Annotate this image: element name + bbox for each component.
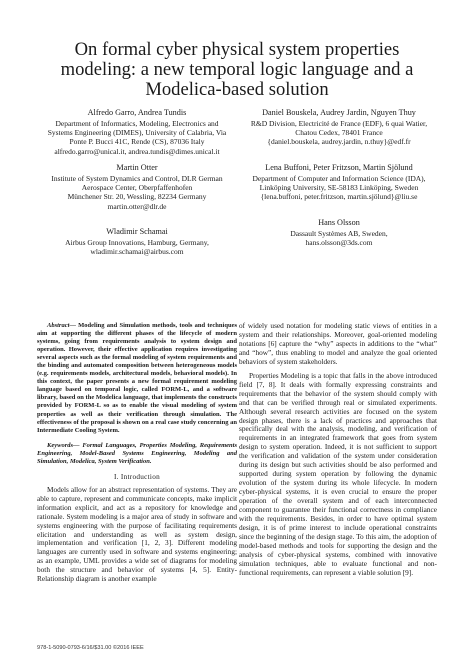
author-names: Daniel Bouskela, Audrey Jardin, Nguyen Thuy [262, 108, 416, 117]
author-block [239, 108, 439, 147]
title-line: On formal cyber physical system properties [74, 39, 400, 60]
affiliation-line: R&D Division, Electricité de France (EDF), 6 quai Watier, [250, 119, 428, 128]
author-email: alfredo.garro@unical.it, andrea.tundis@dimes.unical.it [54, 146, 220, 156]
affiliation-line: Münchener Str. 20, Wessling, 82234 Germany [67, 192, 207, 202]
body-paragraph: Properties Modeling is a topic that falls in the above introduced field [7, 8]. It deals with formally expressing constraints and requirements that the behavior of the system should comply with and that can be verified through real or simulated experiments. Although several research activities are focused on the system design phases, there is a lack of practices and approaches that specifically deal with the analysis, modeling, and verification of requirements in an integrated framework that goes from system design to system operation. Indeed, it is not sufficient to support the verification and validation of the system under consideration during its design but such activities should be also performed and supported during system operation by following the dynamic evolution of the system during its whole lifecycle. In modern cyber-physical systems, it is even crucial to ensure the proper operation of the overall system and of each interconnected component to guarantee their functional correctness in compliance with the requirements. Besides, in order to have optimal system design, it is of prime interest to include operational constraints since the beginning of the design stage. To this aim, the adoption of model-based methods and tools for supporting the design and the analysis of cyber-physical systems, combined with innovative simulation techniques, able to evaluate functional and non-functional requirements, can represent a viable solution [9]. [239, 370, 437, 577]
affiliation-line: Linköping University, SE-58183 Linköping, Sweden [259, 183, 419, 193]
left-column [37, 322, 237, 584]
abstract-text: — Modeling and Simulation methods, tools and techniques aim at supporting the different phases of the lifecycle of modern systems, going from requirements analysis to system design and operation. However, their effective application requires investigating several aspects such as the formal modeling of system requirements and the binding and automated composition between heterogeneous models (e.g. requirements models, architectural models, behavioral models). In this context, the paper presents a new formal requirement modeling language based on temporal logic, called FORM-L, and a software library, based on the Modelica language, that implements the constructs provided by FORM-L so as to enable the visual modeling of system properties as well as their verification through simulation. The effectiveness of the proposal is shown on a real case study concerning an Intermediate Cooling System. [37, 322, 237, 434]
affiliation-line: Airbus Group Innovations, Hamburg, Germany, [65, 238, 209, 247]
abstract [37, 322, 237, 435]
author-email: martin.otter@dlr.de [107, 201, 167, 211]
author-names: Alfredo Garro, Andrea Tundis [87, 108, 187, 117]
author-names: Hans Olsson [318, 218, 360, 227]
author-block [239, 218, 439, 247]
affiliation-line: Department of Informatics, Modeling, Electronics and [55, 119, 219, 128]
abstract-label: Abstract [47, 322, 70, 329]
affiliation-line: Dassault Systèmes AB, Sweden, [290, 229, 388, 238]
affiliation-line: Chatou Cedex, 78401 France [295, 128, 383, 138]
affiliation-line: Institute of System Dynamics and Control, DLR German [51, 174, 223, 183]
author-email: hans.olsson@3ds.com [305, 238, 373, 248]
affiliation-line: Systems Engineering (DIMES), University of Calabria, Via [47, 128, 227, 138]
author-email: {daniel.bouskela, audrey.jardin, n.thuy}@edf.fr [267, 137, 411, 147]
section-heading: I. Introduction [113, 472, 161, 481]
keywords-text: — Formal Languages, Properties Modeling, Requirements Engineering, Model-Based Systems Engineering, Modeling and Simulation, Modelica, System Verification. [37, 441, 237, 465]
paper-title [40, 40, 434, 100]
author-names: Wladimir Schamai [106, 227, 168, 236]
copyright-footer: 978-1-5090-0793-6/16/$31.00 ©2016 IEEE [37, 645, 144, 651]
author-block [37, 227, 237, 256]
keywords [37, 442, 237, 466]
affiliation-line: Ponte P. Bucci 41C, Rende (CS), 87036 Italy [69, 137, 205, 147]
title-line: Modelica-based solution [145, 79, 329, 100]
author-names: Martin Otter [116, 163, 158, 172]
body-paragraph: Models allow for an abstract representation of systems. They are able to capture, represent and communicate concepts, make implicit information explicit, and act as a repository for knowledge and rationale. System modeling is a major area of study in software and systems engineering with the purpose of facilitating requirements elicitation and understanding as well as system design, implementation and verification [1, 2, 3]. Different modeling languages are currently used in software and systems engineering; as an example, UML provides a wide set of diagrams for modeling both the structure and behavior of systems [4, 5]. Entity-Relationship diagram is another example [37, 484, 237, 584]
author-block [239, 163, 439, 202]
body-paragraph: of widely used notation for modeling static views of entities in a system and their relationships. Moreover, goal-oriented modeling notations [6] capture the “why” aspects in additions to the “what” and “how”, thus enabling to model and analyze the goal oriented behaviors of system stakeholders. [239, 321, 437, 366]
right-column [239, 322, 437, 578]
author-email: wladimir.schamai@airbus.com [90, 247, 184, 257]
author-email: {lena.buffoni, peter.fritzson, martin.sjölund}@liu.se [260, 192, 418, 202]
keywords-label: Keywords [47, 441, 73, 449]
author-block [37, 163, 237, 211]
title-line: modeling: a new temporal logic language and a [60, 59, 414, 80]
affiliation-line: Department of Computer and Information Science (IDA), [252, 174, 426, 183]
affiliation-line: Aerospace Center, Oberpfaffenhofen [81, 183, 193, 193]
author-names: Lena Buffoni, Peter Fritzson, Martin Sjölund [265, 163, 413, 172]
author-block [37, 108, 237, 156]
